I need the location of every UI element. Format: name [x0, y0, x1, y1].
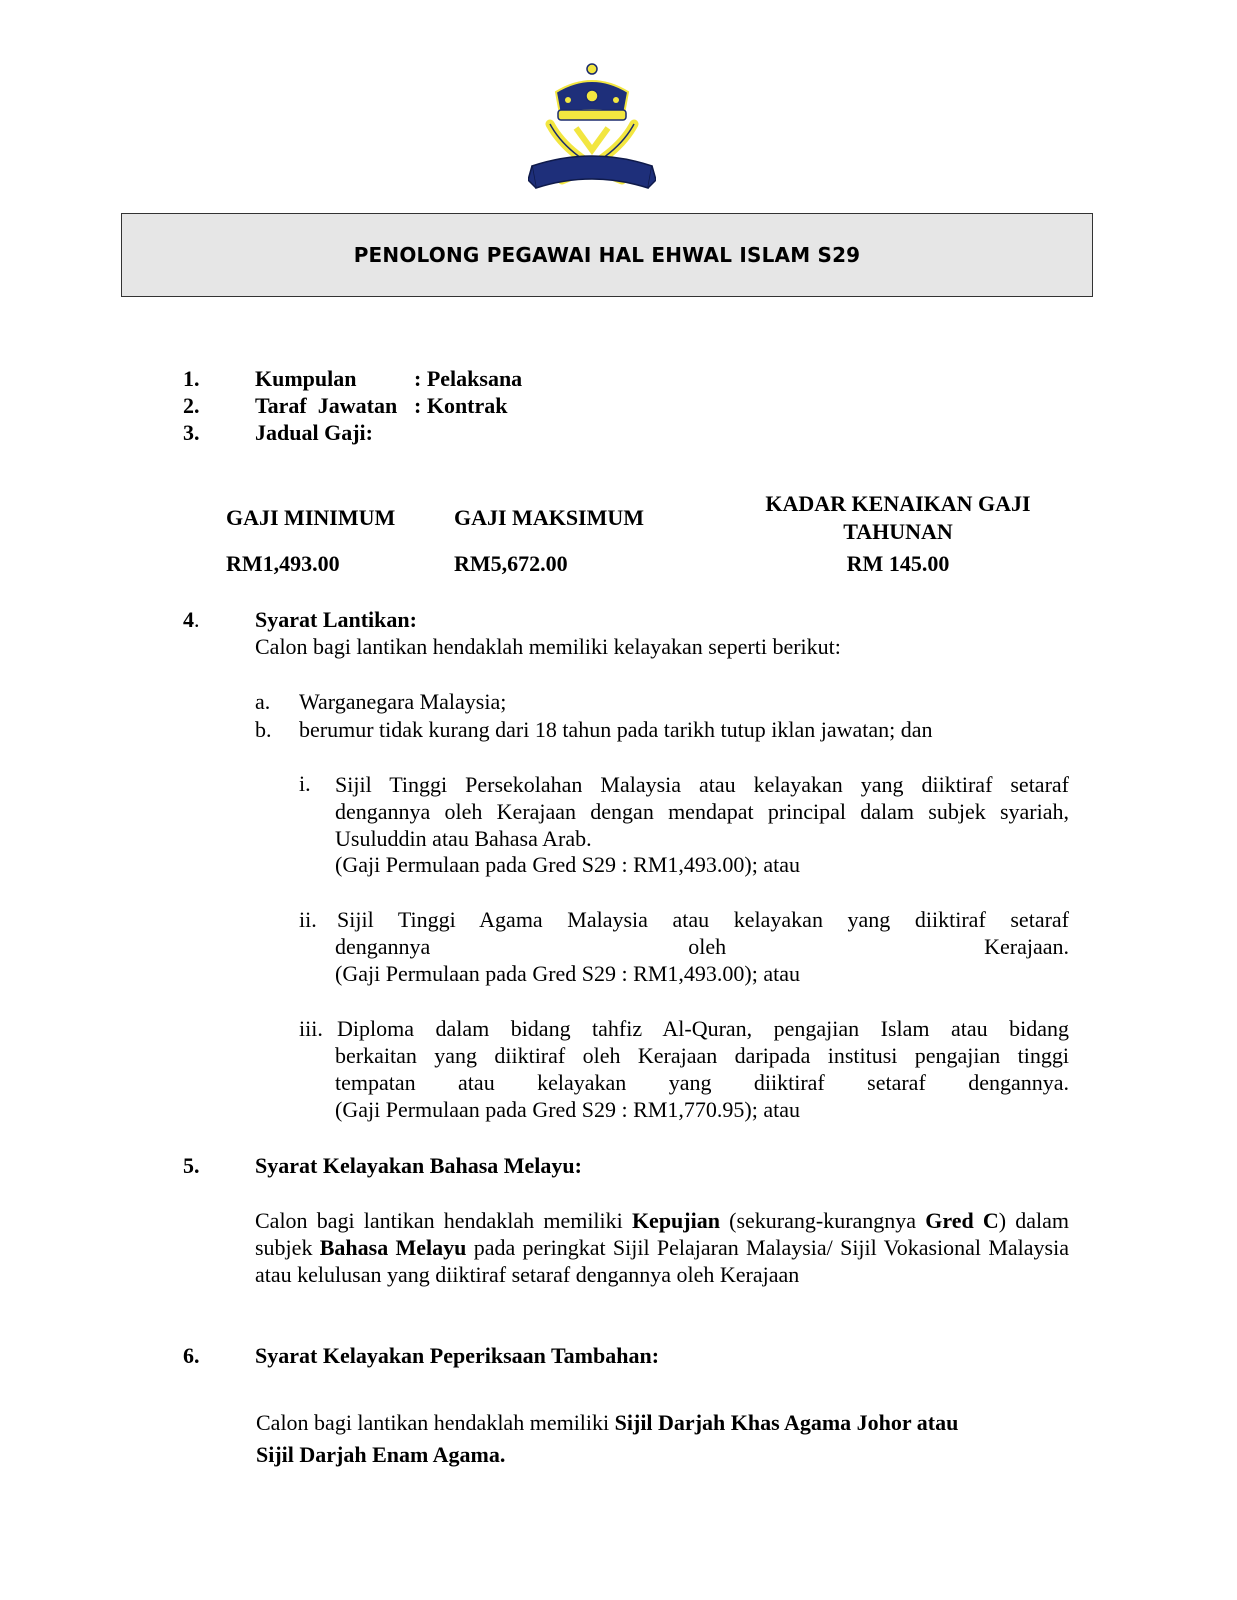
page-title: PENOLONG PEGAWAI HAL EHWAL ISLAM S29	[353, 243, 861, 267]
section-5-title: Syarat Kelayakan Bahasa Melayu:	[255, 1153, 582, 1178]
section-6-title: Syarat Kelayakan Peperiksaan Tambahan:	[255, 1343, 660, 1368]
salary-header-max: GAJI MAKSIMUM	[454, 505, 645, 530]
item-1-label: Kumpulan	[255, 366, 357, 391]
item-3-label: Jadual Gaji:	[255, 420, 373, 445]
section-4-title: Syarat Lantikan:	[255, 607, 417, 632]
list-marker-b: b.	[255, 717, 272, 742]
item-2-number: 2.	[183, 393, 200, 418]
salary-value-min: RM1,493.00	[226, 551, 340, 576]
salary-header-increment-line1: KADAR KENAIKAN GAJI	[765, 491, 1031, 516]
list-item-a: Warganegara Malaysia;	[299, 689, 507, 714]
salary-value-increment: RM 145.00	[846, 551, 950, 576]
salary-value-max: RM5,672.00	[454, 551, 568, 576]
list-item-ii-line2: dengannya oleh Kerajaan.	[335, 934, 1069, 959]
item-1-number: 1.	[183, 366, 200, 391]
item-1-value: : Pelaksana	[414, 366, 523, 391]
section-5-paragraph: Calon bagi lantikan hendaklah memiliki Kepujian (sekurang-kurangnya Gred C) dalam subjek Bahasa Melayu pada peringkat Sijil Pelajaran Malaysia/ Sijil Vokasional Malaysia atau kelulusan yang diiktiraf setaraf dengannya oleh Kerajaan	[255, 1208, 1069, 1287]
list-marker-a: a.	[255, 689, 271, 714]
section-6-number: 6.	[183, 1343, 200, 1368]
salary-header-min: GAJI MINIMUM	[226, 505, 396, 530]
list-item-b: berumur tidak kurang dari 18 tahun pada tarikh tutup iklan jawatan; dan	[299, 717, 933, 742]
list-item-iii-line1: Diploma dalam bidang tahfiz Al-Quran, pengajian Islam atau bidang	[337, 1016, 1069, 1041]
section-6-paragraph: Calon bagi lantikan hendaklah memiliki Sijil Darjah Khas Agama Johor atau Sijil Darjah Enam Agama.	[256, 1410, 959, 1467]
item-3-number: 3.	[183, 420, 200, 445]
section-4-number: 4.	[183, 607, 200, 632]
list-item-iii-line2: berkaitan yang diiktiraf oleh Kerajaan daripada institusi pengajian tinggi	[335, 1043, 1069, 1068]
list-marker-i: i.	[299, 771, 311, 796]
list-marker-ii: ii.	[299, 907, 317, 932]
item-2-value: : Kontrak	[414, 393, 508, 418]
list-item-iii-salary: (Gaji Permulaan pada Gred S29 : RM1,770.95); atau	[335, 1097, 800, 1122]
list-item-i-salary: (Gaji Permulaan pada Gred S29 : RM1,493.00); atau	[335, 852, 800, 877]
list-item-ii-salary: (Gaji Permulaan pada Gred S29 : RM1,493.00); atau	[335, 961, 800, 986]
list-marker-iii: iii.	[299, 1016, 323, 1041]
salary-header-increment-line2: TAHUNAN	[843, 519, 953, 544]
list-item-i: Sijil Tinggi Persekolahan Malaysia atau kelayakan yang diiktiraf setaraf dengannya oleh Kerajaan dengan mendapat principal dalam subjek syariah, Usuluddin atau Bahasa Arab.	[335, 772, 1069, 851]
list-item-ii-line1: Sijil Tinggi Agama Malaysia atau kelayakan yang diiktiraf setaraf	[337, 907, 1069, 932]
title-box	[121, 213, 1093, 297]
crest-logo	[528, 62, 656, 192]
list-item-iii-line3: tempatan atau kelayakan yang diiktiraf setaraf dengannya.	[335, 1070, 1069, 1095]
item-2-label: Taraf Jawatan	[255, 393, 398, 418]
section-5-number: 5.	[183, 1153, 200, 1178]
section-4-intro: Calon bagi lantikan hendaklah memiliki kelayakan seperti berikut:	[255, 634, 841, 659]
